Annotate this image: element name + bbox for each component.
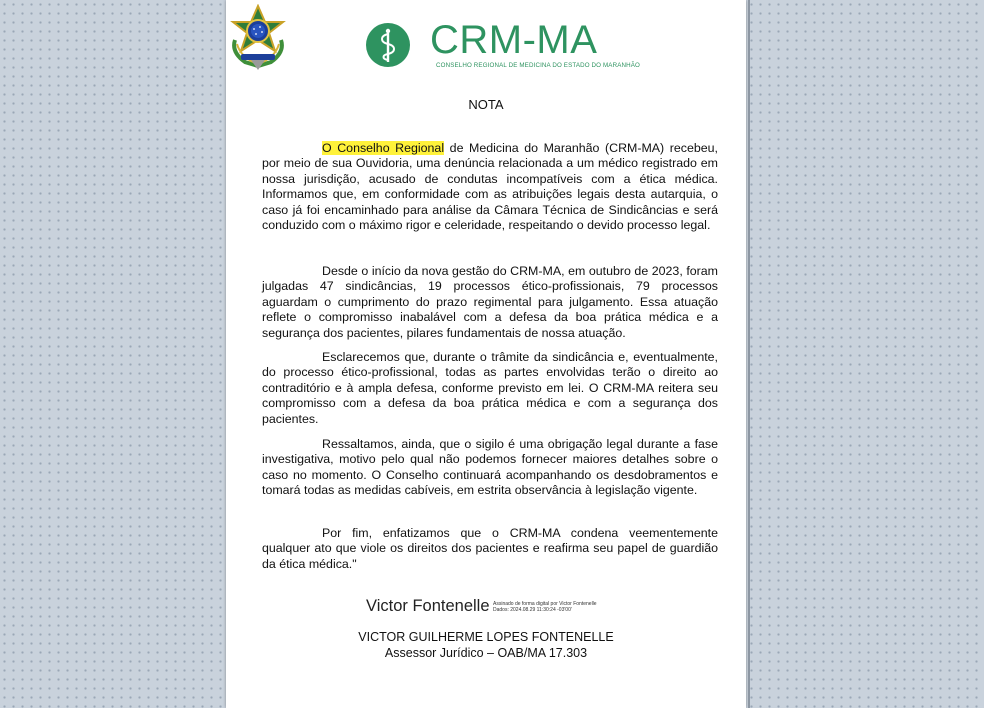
digital-signature-note-line2: Dados: 2024.08.29 11:30:24 -03'00' bbox=[493, 607, 572, 613]
logo-name: CRM-MA bbox=[430, 18, 598, 62]
paragraph-5: Por fim, enfatizamos que o CRM-MA condena veementemente qualquer ato que viole os direitos dos pacientes e reafirma seu papel de guardião da ética médica." bbox=[262, 526, 718, 571]
digital-signature-name: Victor Fontenelle bbox=[366, 597, 490, 615]
crm-ma-logo bbox=[365, 20, 645, 72]
paragraph-2: Desde o início da nova gestão do CRM-MA, em outubro de 2023, foram julgadas 47 sindicâncias, 19 processos ético-profissionais, 79 processos aguardam o cumprimento do prazo regimental para julgamento. Essa atuação reflete o compromisso inabalável com a defesa da boa prática médica e a segurança dos pacientes, pilares fundamentais de nossa atuação. bbox=[262, 264, 718, 340]
signer-role: Assessor Jurídico – OAB/MA 17.303 bbox=[384, 646, 588, 660]
document-title: NOTA bbox=[468, 97, 504, 112]
paragraph-3: Esclarecemos que, durante o trâmite da sindicância e, eventualmente, do processo ético-profissional, todas as partes envolvidas terão o direito ao contraditório e à ampla defesa, conforme previsto em lei. O CRM-MA reitera seu compromisso com a defesa da boa prática médica e com a segurança dos pacientes. bbox=[262, 350, 718, 426]
digital-signature-note bbox=[493, 601, 597, 613]
caduceus-icon bbox=[365, 22, 411, 68]
paragraph-1-text: de Medicina do Maranhão (CRM-MA) recebeu, por meio de sua Ouvidoria, uma denúncia relacionada a um médico registrado em nossa jurisdição, acusado de condutas incompatíveis com a ética médica. Informamos que, em conformidade com as atribuições legais desta autarquia, o caso já foi encaminhado para análise da Câmara Técnica de Sindicâncias e será conduzido com o máximo rigor e celeridade, respeitando o devido processo legal. bbox=[262, 141, 718, 233]
page-edge bbox=[748, 0, 750, 708]
digital-signature-note-line1: Assinado de forma digital por Victor Fontenelle bbox=[493, 601, 597, 607]
highlighted-text: O Conselho Regional bbox=[322, 141, 445, 155]
logo-subtitle: CONSELHO REGIONAL DE MEDICINA DO ESTADO DO MARANHÃO bbox=[436, 62, 640, 69]
paragraph-1 bbox=[262, 141, 718, 233]
signer-full-name: VICTOR GUILHERME LOPES FONTENELLE bbox=[358, 630, 614, 644]
paragraph-4: Ressaltamos, ainda, que o sigilo é uma obrigação legal durante a fase investigativa, motivo pelo qual não podemos fornecer maiores detalhes sobre o caso no momento. O Conselho continuará acompanhando os desdobramentos e tomará todas as medidas cabíveis, em estrita observância à legislação vigente. bbox=[262, 437, 718, 498]
coat-of-arms-emblem bbox=[227, 4, 289, 70]
